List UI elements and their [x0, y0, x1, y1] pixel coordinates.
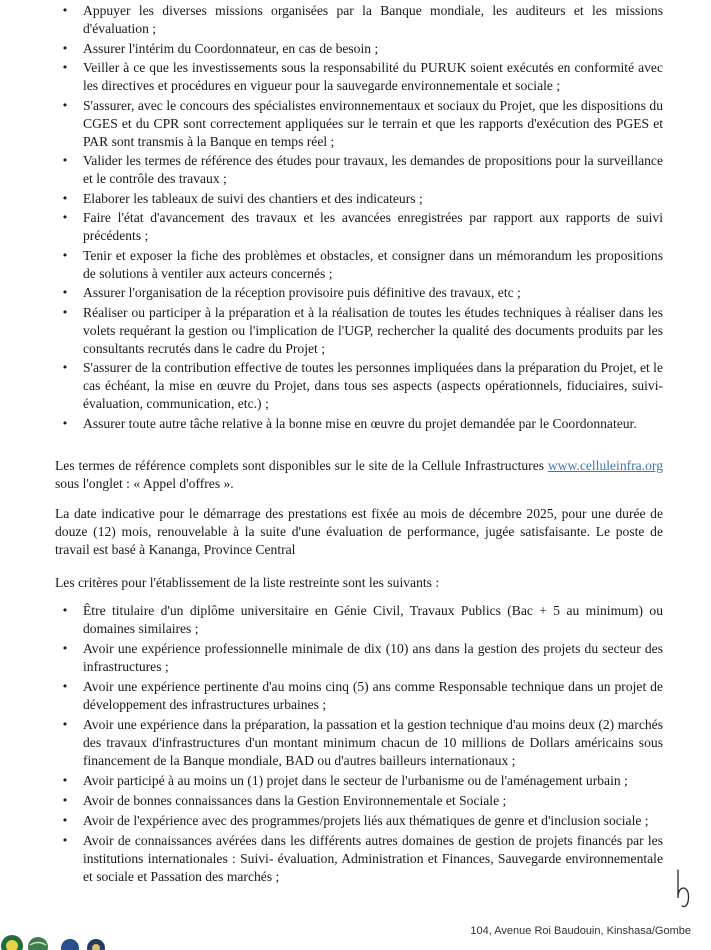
- bullet-icon: •: [61, 603, 69, 617]
- list-item-text: Assurer l'organisation de la réception provisoire puis définitive des travaux, etc ;: [83, 285, 521, 300]
- document-body: [55, 2, 663, 888]
- bullet-icon: •: [61, 679, 69, 693]
- list-item: [55, 792, 663, 810]
- list-item-text: Avoir une expérience pertinente d'au moins cinq (5) ans comme Responsable technique dans un projet de développement des infrastructures urbaines ;: [83, 678, 663, 712]
- list-item: [55, 209, 663, 245]
- list-item-text: Avoir une expérience professionnelle minimale de dix (10) ans dans la gestion des projets du secteur des infrastructures ;: [83, 640, 663, 674]
- list-item-text: Veiller à ce que les investissements sous la responsabilité du PURUK soient exécutés en conformité avec les directives et procédures en vigueur pour la sauvegarde environnementale et sociale ;: [83, 60, 663, 93]
- list-item: [55, 190, 663, 208]
- bullet-icon: •: [61, 361, 69, 374]
- bullet-icon: •: [61, 191, 69, 205]
- list-item: [55, 247, 663, 283]
- bullet-icon: •: [61, 717, 69, 731]
- list-item-text: Avoir de bonnes connaissances dans la Gestion Environnementale et Sociale ;: [83, 792, 507, 808]
- bullet-icon: •: [61, 793, 69, 807]
- tdr-text: Les termes de référence complets sont disponibles sur le site de la Cellule Infrastructures: [55, 457, 548, 473]
- responsibilities-list: [55, 2, 663, 433]
- list-item-text: S'assurer de la contribution effective de toutes les personnes impliquées dans la préparation du Projet, et le cas échéant, la mise en œuvre du Projet, dans tous ses aspects (aspects opérationnels, fiduciaires, suivi-évaluation, communication, etc.) ;: [83, 360, 663, 411]
- tdr-paragraph: [55, 457, 663, 493]
- criteria-list: [55, 602, 663, 886]
- bullet-icon: •: [61, 98, 69, 112]
- partner-logo-blue: [61, 939, 79, 950]
- list-item-text: S'assurer, avec le concours des spécialistes environnementaux et sociaux du Projet, que les dispositions du CGES et du CPR sont correctement appliquées sur le terrain et que les rapports d'exécution des PGES et PAR sont transmis à la Banque en temps réel ;: [83, 97, 663, 149]
- list-item: [55, 772, 663, 790]
- bullet-icon: •: [61, 154, 69, 167]
- list-item: [55, 97, 663, 151]
- bullet-icon: •: [61, 813, 69, 827]
- list-item-text: Tenir et exposer la fiche des problèmes et obstacles, et consigner dans un mémorandum les propositions de solutions à ventiler aux acteurs concernés ;: [83, 247, 663, 281]
- list-item: [55, 812, 663, 830]
- bullet-icon: •: [61, 833, 69, 847]
- list-item-text: Être titulaire d'un diplôme universitaire en Génie Civil, Travaux Publics (Bac + 5 au minimum) ou domaines similaires ;: [83, 602, 663, 636]
- bullet-icon: •: [61, 248, 69, 262]
- handwritten-signature: [674, 868, 694, 910]
- criteria-intro: Les critères pour l'établissement de la liste restreinte sont les suivants :: [55, 574, 440, 590]
- list-item-text: Avoir de l'expérience avec des programmes/projets liés aux thématiques de genre et d'inclusion sociale ;: [83, 812, 649, 828]
- bullet-icon: •: [61, 286, 69, 299]
- partner-logo-dark: [87, 939, 105, 950]
- list-item: [55, 602, 663, 638]
- list-item-text: Avoir de connaissances avérées dans les différents autres domaines de gestion de projets financés par les institutions internationales : Suivi- évaluation, Administration et Finances, Sauvegarde environnementale et sociale et Passation des marchés ;: [83, 832, 663, 884]
- list-item: [55, 415, 663, 433]
- world-bank-logo: [1, 935, 23, 950]
- list-item-text: Faire l'état d'avancement des travaux et les avancées enregistrées par rapport aux rapports de suivi précédents ;: [83, 210, 663, 243]
- list-item-text: Assurer toute autre tâche relative à la bonne mise en œuvre du projet demandée par le Coordonnateur.: [83, 415, 637, 431]
- list-item: [55, 59, 663, 95]
- list-item: [55, 832, 663, 886]
- bullet-icon: •: [61, 305, 69, 319]
- list-item: [55, 304, 663, 358]
- bullet-icon: •: [61, 211, 69, 224]
- list-item-text: Assurer l'intérim du Coordonnateur, en cas de besoin ;: [83, 40, 379, 56]
- list-item: [55, 2, 663, 38]
- footer-address: 104, Avenue Roi Baudouin, Kinshasa/Gombe: [470, 925, 691, 937]
- bullet-icon: •: [61, 773, 69, 787]
- bullet-icon: •: [61, 61, 69, 74]
- bullet-icon: •: [61, 416, 69, 430]
- list-item-text: Appuyer les diverses missions organisées par la Banque mondiale, les auditeurs et les missions d'évaluation ;: [83, 3, 663, 36]
- list-item: [55, 152, 663, 188]
- list-item-text: Elaborer les tableaux de suivi des chantiers et des indicateurs ;: [83, 190, 423, 206]
- website-link[interactable]: www.celluleinfra.org: [547, 457, 663, 473]
- list-item: [55, 40, 663, 58]
- list-item: [55, 716, 663, 770]
- list-item-text: Valider les termes de référence des études pour travaux, les demandes de propositions pour la surveillance et le contrôle des travaux ;: [83, 153, 663, 186]
- bullet-icon: •: [61, 641, 69, 655]
- partner-logos: [0, 930, 140, 950]
- list-item-text: Avoir participé à au moins un (1) projet dans le secteur de l'urbanisme ou de l'aménagement urbain ;: [83, 772, 628, 788]
- bullet-icon: •: [61, 41, 69, 55]
- list-item: [55, 640, 663, 676]
- list-item-text: Réaliser ou participer à la préparation et à la réalisation de toutes les études techniques à réaliser dans les volets requérant la gestion ou l'implication de l'UGP, rechercher la qualité des documents produits par les consultants recrutés dans le cadre du Projet ;: [83, 304, 663, 356]
- list-item: [55, 284, 663, 302]
- tdr-text-end: sous l'onglet : « Appel d'offres ».: [55, 475, 234, 491]
- start-date-paragraph: La date indicative pour le démarrage des prestations est fixée au mois de décembre 2025, pour une durée de douze (12) mois, renouvelable à la suite d'une évaluation de performance, jugée satisfaisante. Le poste de travail est basé à Kananga, Province Central: [55, 505, 663, 557]
- list-item: [55, 678, 663, 714]
- list-item-text: Avoir une expérience dans la préparation, la passation et la gestion technique d'au moins deux (2) marchés des travaux d'infrastructures d'un montant minimum chacun de 10 millions de Dollars américains sous financement de la Banque mondiale, BAD ou d'autres bailleurs internationaux ;: [83, 716, 663, 768]
- list-item: [55, 359, 663, 413]
- partner-logo-globe: [28, 937, 48, 950]
- bullet-icon: •: [61, 4, 69, 17]
